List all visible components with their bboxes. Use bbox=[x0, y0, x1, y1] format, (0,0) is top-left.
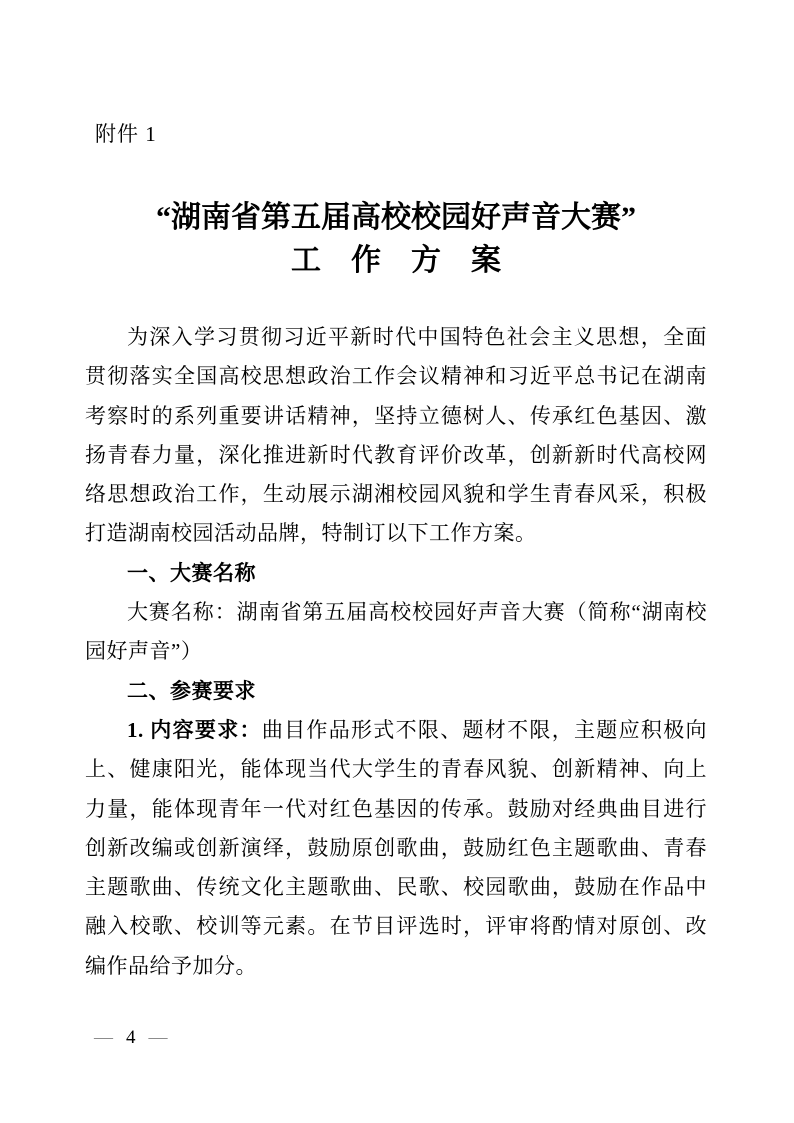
section-1-heading: 一、大赛名称 bbox=[127, 561, 256, 585]
section-2-item-1 bbox=[85, 711, 707, 986]
section-2-heading: 二、参赛要求 bbox=[127, 679, 256, 703]
item-1-text: 曲目作品形式不限、题材不限，主题应积极向上、健康阳光，能体现当代大学生的青春风貌、创新精神、向上力量，能体现青年一代对红色基因的传承。鼓励对经典曲目进行创新改编或创新演绎，鼓励原创歌曲，鼓励红色主题歌曲、青春主题歌曲、传统文化主题歌曲、民歌、校园歌曲，鼓励在作品中融入校歌、校训等元素。在节目评选时，评审将酌情对原创、改编作品给予加分。 bbox=[85, 717, 708, 978]
section-1-paragraph: 大赛名称：湖南省第五届高校校园好声音大赛（简称“湖南校园好声音”） bbox=[85, 600, 707, 664]
item-1-lead: 1. 内容要求： bbox=[127, 717, 262, 742]
document-title bbox=[85, 196, 707, 282]
page-footer bbox=[94, 1027, 168, 1049]
intro-paragraph: 为深入学习贯彻习近平新时代中国特色社会主义思想，全面贯彻落实全国高校思想政治工作会议精神和习近平总书记在湖南考察时的系列重要讲话精神，坚持立德树人、传承红色基因、激扬青春力量，深化推进新时代教育评价改革，创新新时代高校网络思想政治工作，生动展示湖湘校园风貌和学生青春风采，积极打造湖南校园活动品牌，特制订以下工作方案。 bbox=[85, 325, 707, 546]
document-title-line2: 工 作 方 案 bbox=[291, 244, 501, 277]
footer-left-dash: — bbox=[94, 1027, 113, 1048]
footer-page-number: 4 bbox=[126, 1027, 136, 1048]
document-title-line1: “湖南省第五届高校校园好声音大赛” bbox=[156, 201, 636, 234]
attachment-label: 附件 1 bbox=[95, 122, 157, 146]
footer-right-dash: — bbox=[148, 1027, 168, 1048]
